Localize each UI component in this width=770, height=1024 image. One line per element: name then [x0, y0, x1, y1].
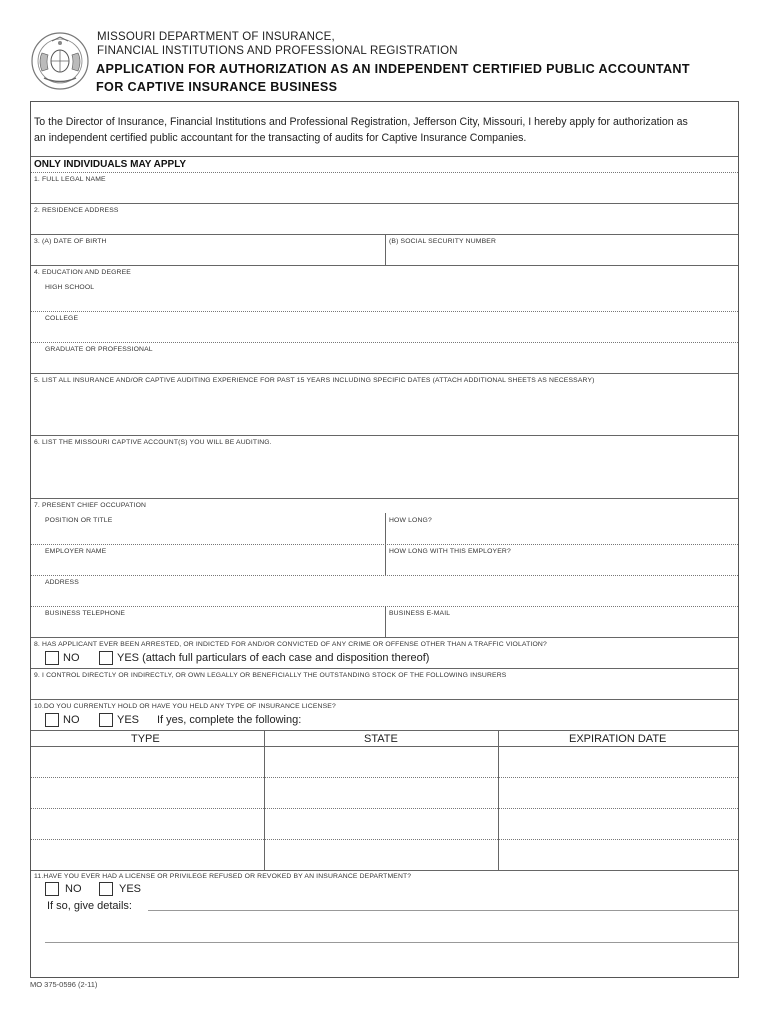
employer-name-field[interactable]: EMPLOYER NAME	[45, 548, 107, 555]
q10-no-label: NO	[63, 714, 80, 726]
row-divider	[31, 265, 738, 266]
q8-no-checkbox[interactable]	[45, 651, 59, 665]
agency-name-line1: MISSOURI DEPARTMENT OF INSURANCE,	[97, 31, 335, 43]
row-divider	[31, 342, 738, 343]
q10-question: 10.DO YOU CURRENTLY HOLD OR HAVE YOU HELD ANY TYPE OF INSURANCE LICENSE?	[34, 703, 336, 710]
divider	[31, 156, 738, 157]
row-divider	[31, 544, 738, 545]
captive-accounts-field[interactable]: 6. LIST THE MISSOURI CAPTIVE ACCOUNT(S) YOU WILL BE AUDITING.	[34, 439, 272, 446]
residence-address-field[interactable]: 2. RESIDENCE ADDRESS	[34, 207, 119, 214]
row-divider	[31, 311, 738, 312]
column-header-expiration: EXPIRATION DATE	[569, 733, 667, 745]
q9-question[interactable]: 9. I CONTROL DIRECTLY OR INDIRECTLY, OR OWN LEGALLY OR BENEFICIALLY THE OUTSTANDING STOCK OF THE FOLLOWING INSURERS	[34, 672, 507, 679]
q8-yes-label: YES (attach full particulars of each case and disposition thereof)	[117, 652, 430, 664]
table-top-border	[31, 730, 738, 731]
position-field[interactable]: POSITION OR TITLE	[45, 517, 113, 524]
education-heading: 4. EDUCATION AND DEGREE	[34, 269, 131, 276]
row-divider	[31, 637, 738, 638]
column-header-type: TYPE	[131, 733, 160, 745]
q11-yes-label: YES	[119, 883, 142, 895]
application-form	[30, 101, 739, 978]
row-divider	[31, 575, 738, 576]
form-title-line2: FOR CAPTIVE INSURANCE BUSINESS	[96, 80, 338, 94]
q10-yes-label: YES	[117, 714, 140, 726]
only-individuals-heading: ONLY INDIVIDUALS MAY APPLY	[34, 159, 187, 170]
row-divider	[31, 172, 738, 173]
ssn-field[interactable]: (B) SOCIAL SECURITY NUMBER	[389, 238, 497, 245]
q11-details-line-2[interactable]	[45, 942, 738, 943]
q10-followup-text: If yes, complete the following:	[157, 714, 302, 726]
column-divider	[385, 606, 386, 637]
occupation-heading: 7. PRESENT CHIEF OCCUPATION	[34, 502, 147, 509]
intro-line-1: To the Director of Insurance, Financial Institutions and Professional Registration, Jefferson City, Missouri, I hereby apply for authorization as	[34, 116, 688, 128]
business-email-field[interactable]: BUSINESS E-MAIL	[389, 610, 451, 617]
table-header-border	[31, 746, 738, 747]
row-divider	[31, 373, 738, 374]
row-divider	[31, 203, 738, 204]
table-column-divider	[264, 730, 265, 870]
column-divider	[385, 234, 386, 265]
date-of-birth-field[interactable]: 3. (A) DATE OF BIRTH	[34, 238, 107, 245]
college-field[interactable]: COLLEGE	[45, 315, 79, 322]
form-title-line1: APPLICATION FOR AUTHORIZATION AS AN INDEPENDENT CERTIFIED PUBLIC ACCOUNTANT	[96, 62, 690, 76]
row-divider	[31, 498, 738, 499]
how-long-field[interactable]: HOW LONG?	[389, 517, 432, 524]
q8-yes-checkbox[interactable]	[99, 651, 113, 665]
q11-details-label: If so, give details:	[47, 900, 132, 912]
employer-address-field[interactable]: ADDRESS	[45, 579, 79, 586]
q11-yes-checkbox[interactable]	[99, 882, 113, 896]
q8-question: 8. HAS APPLICANT EVER BEEN ARRESTED, OR INDICTED FOR AND/OR CONVICTED OF ANY CRIME OR OFFENSE OTHER THAN A TRAFFIC VIOLATION?	[34, 641, 547, 648]
row-divider	[31, 668, 738, 669]
q10-yes-checkbox[interactable]	[99, 713, 113, 727]
how-long-employer-field[interactable]: HOW LONG WITH THIS EMPLOYER?	[389, 548, 511, 555]
row-divider	[31, 870, 738, 871]
business-telephone-field[interactable]: BUSINESS TELEPHONE	[45, 610, 126, 617]
intro-line-2: an independent certified public accountant for the transacting of audits for Captive Insurance Companies.	[34, 132, 527, 144]
form-header	[0, 0, 770, 100]
column-header-state: STATE	[364, 733, 398, 745]
q8-no-label: NO	[63, 652, 80, 664]
table-row[interactable]	[31, 808, 738, 809]
q11-question: 11.HAVE YOU EVER HAD A LICENSE OR PRIVILEGE REFUSED OR REVOKED BY AN INSURANCE DEPARTMENT?	[34, 873, 412, 880]
q11-no-label: NO	[65, 883, 82, 895]
high-school-field[interactable]: HIGH SCHOOL	[45, 284, 95, 291]
q11-no-checkbox[interactable]	[45, 882, 59, 896]
table-column-divider	[498, 730, 499, 870]
row-divider	[31, 699, 738, 700]
form-number: MO 375-0596 (2-11)	[30, 980, 98, 989]
missouri-state-seal-icon	[30, 31, 90, 91]
graduate-field[interactable]: GRADUATE OR PROFESSIONAL	[45, 346, 153, 353]
table-row[interactable]	[31, 777, 738, 778]
full-legal-name-field[interactable]: 1. FULL LEGAL NAME	[34, 176, 106, 183]
experience-field[interactable]: 5. LIST ALL INSURANCE AND/OR CAPTIVE AUDITING EXPERIENCE FOR PAST 15 YEARS INCLUDING SPECIFIC DATES (ATTACH ADDITIONAL SHEETS AS NECESSARY)	[34, 377, 595, 384]
q11-details-line-1[interactable]	[148, 910, 738, 911]
row-divider	[31, 435, 738, 436]
intro-text	[34, 114, 738, 146]
agency-name-line2: FINANCIAL INSTITUTIONS AND PROFESSIONAL REGISTRATION	[97, 45, 458, 57]
table-row[interactable]	[31, 839, 738, 840]
q10-no-checkbox[interactable]	[45, 713, 59, 727]
